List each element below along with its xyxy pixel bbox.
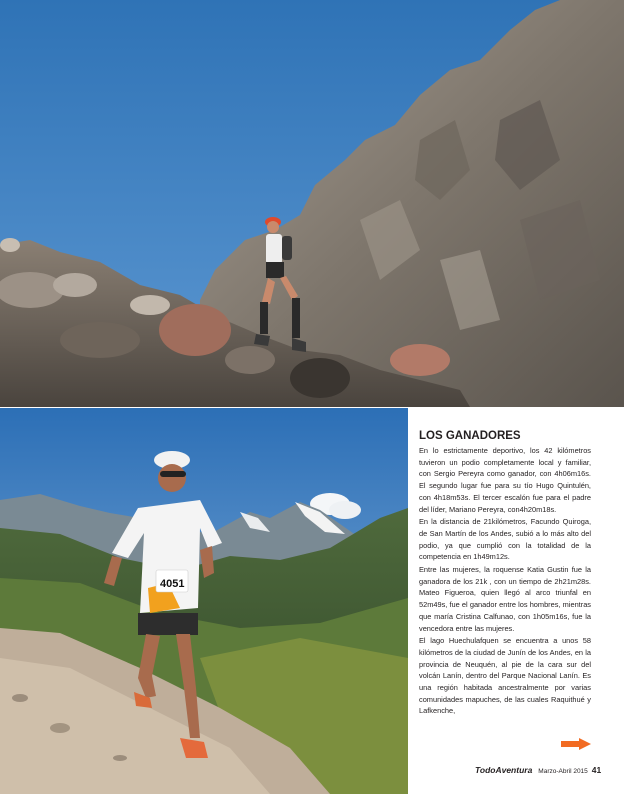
page-number: 41 [591, 765, 602, 775]
article-paragraph: En lo estrictamente deportivo, los 42 kilómetros tuvieron un podio completamente local y familiar, con Sergio Pereyra como ganador, con 4h06m16s. El segundo lugar fue para su tío Hugo Quintulén, con 4h18m53s. El tercer escalón fue para el padre del líder, Mariano Pereyra, con4h20m18s. [419, 446, 591, 514]
article-column [419, 430, 591, 718]
article-paragraph: En la distancia de 21kilómetros, Facundo Quiroga, de San Martín de los Andes, subió a lo más alto del podio, ya que cumplió con la totalidad de la competencia en 1h49m12s. [419, 517, 591, 562]
section-heading: LOS GANADORES [419, 430, 521, 442]
photo-runner-on-trail [0, 408, 409, 794]
orange-arrow-icon [561, 737, 591, 755]
article-paragraph: Entre las mujeres, la roquense Katia Gustin fue la ganadora de los 21k , con un tiempo de 2h21m28s. Mateo Figueroa, quien llegó al arco triunfal en 52m49s, fue el ganador entre los hombres, mientras que maría Cristina Calfunao, con 1h05m16s, fue la vencedora entre las mujeres. [419, 565, 591, 633]
bib-number: 4051 [160, 578, 185, 590]
issue-date: Marzo-Abril 2015 [538, 768, 588, 775]
magazine-name: TodoAventura [475, 765, 533, 775]
trail-scene [0, 408, 408, 794]
page-footer [475, 765, 615, 779]
article-paragraph: El lago Huechulafquen se encuentra a unos 58 kilómetros de la ciudad de Junín de los Andes, en la provincia de Neuquén, al pie de la cara sur del volcán Lanín, dentro del Parque Nacional Lanín. Es una región habitada ancestralmente por varias comunidades mapuches, de las cuales Raquithué y Lafkenche, [419, 636, 591, 716]
